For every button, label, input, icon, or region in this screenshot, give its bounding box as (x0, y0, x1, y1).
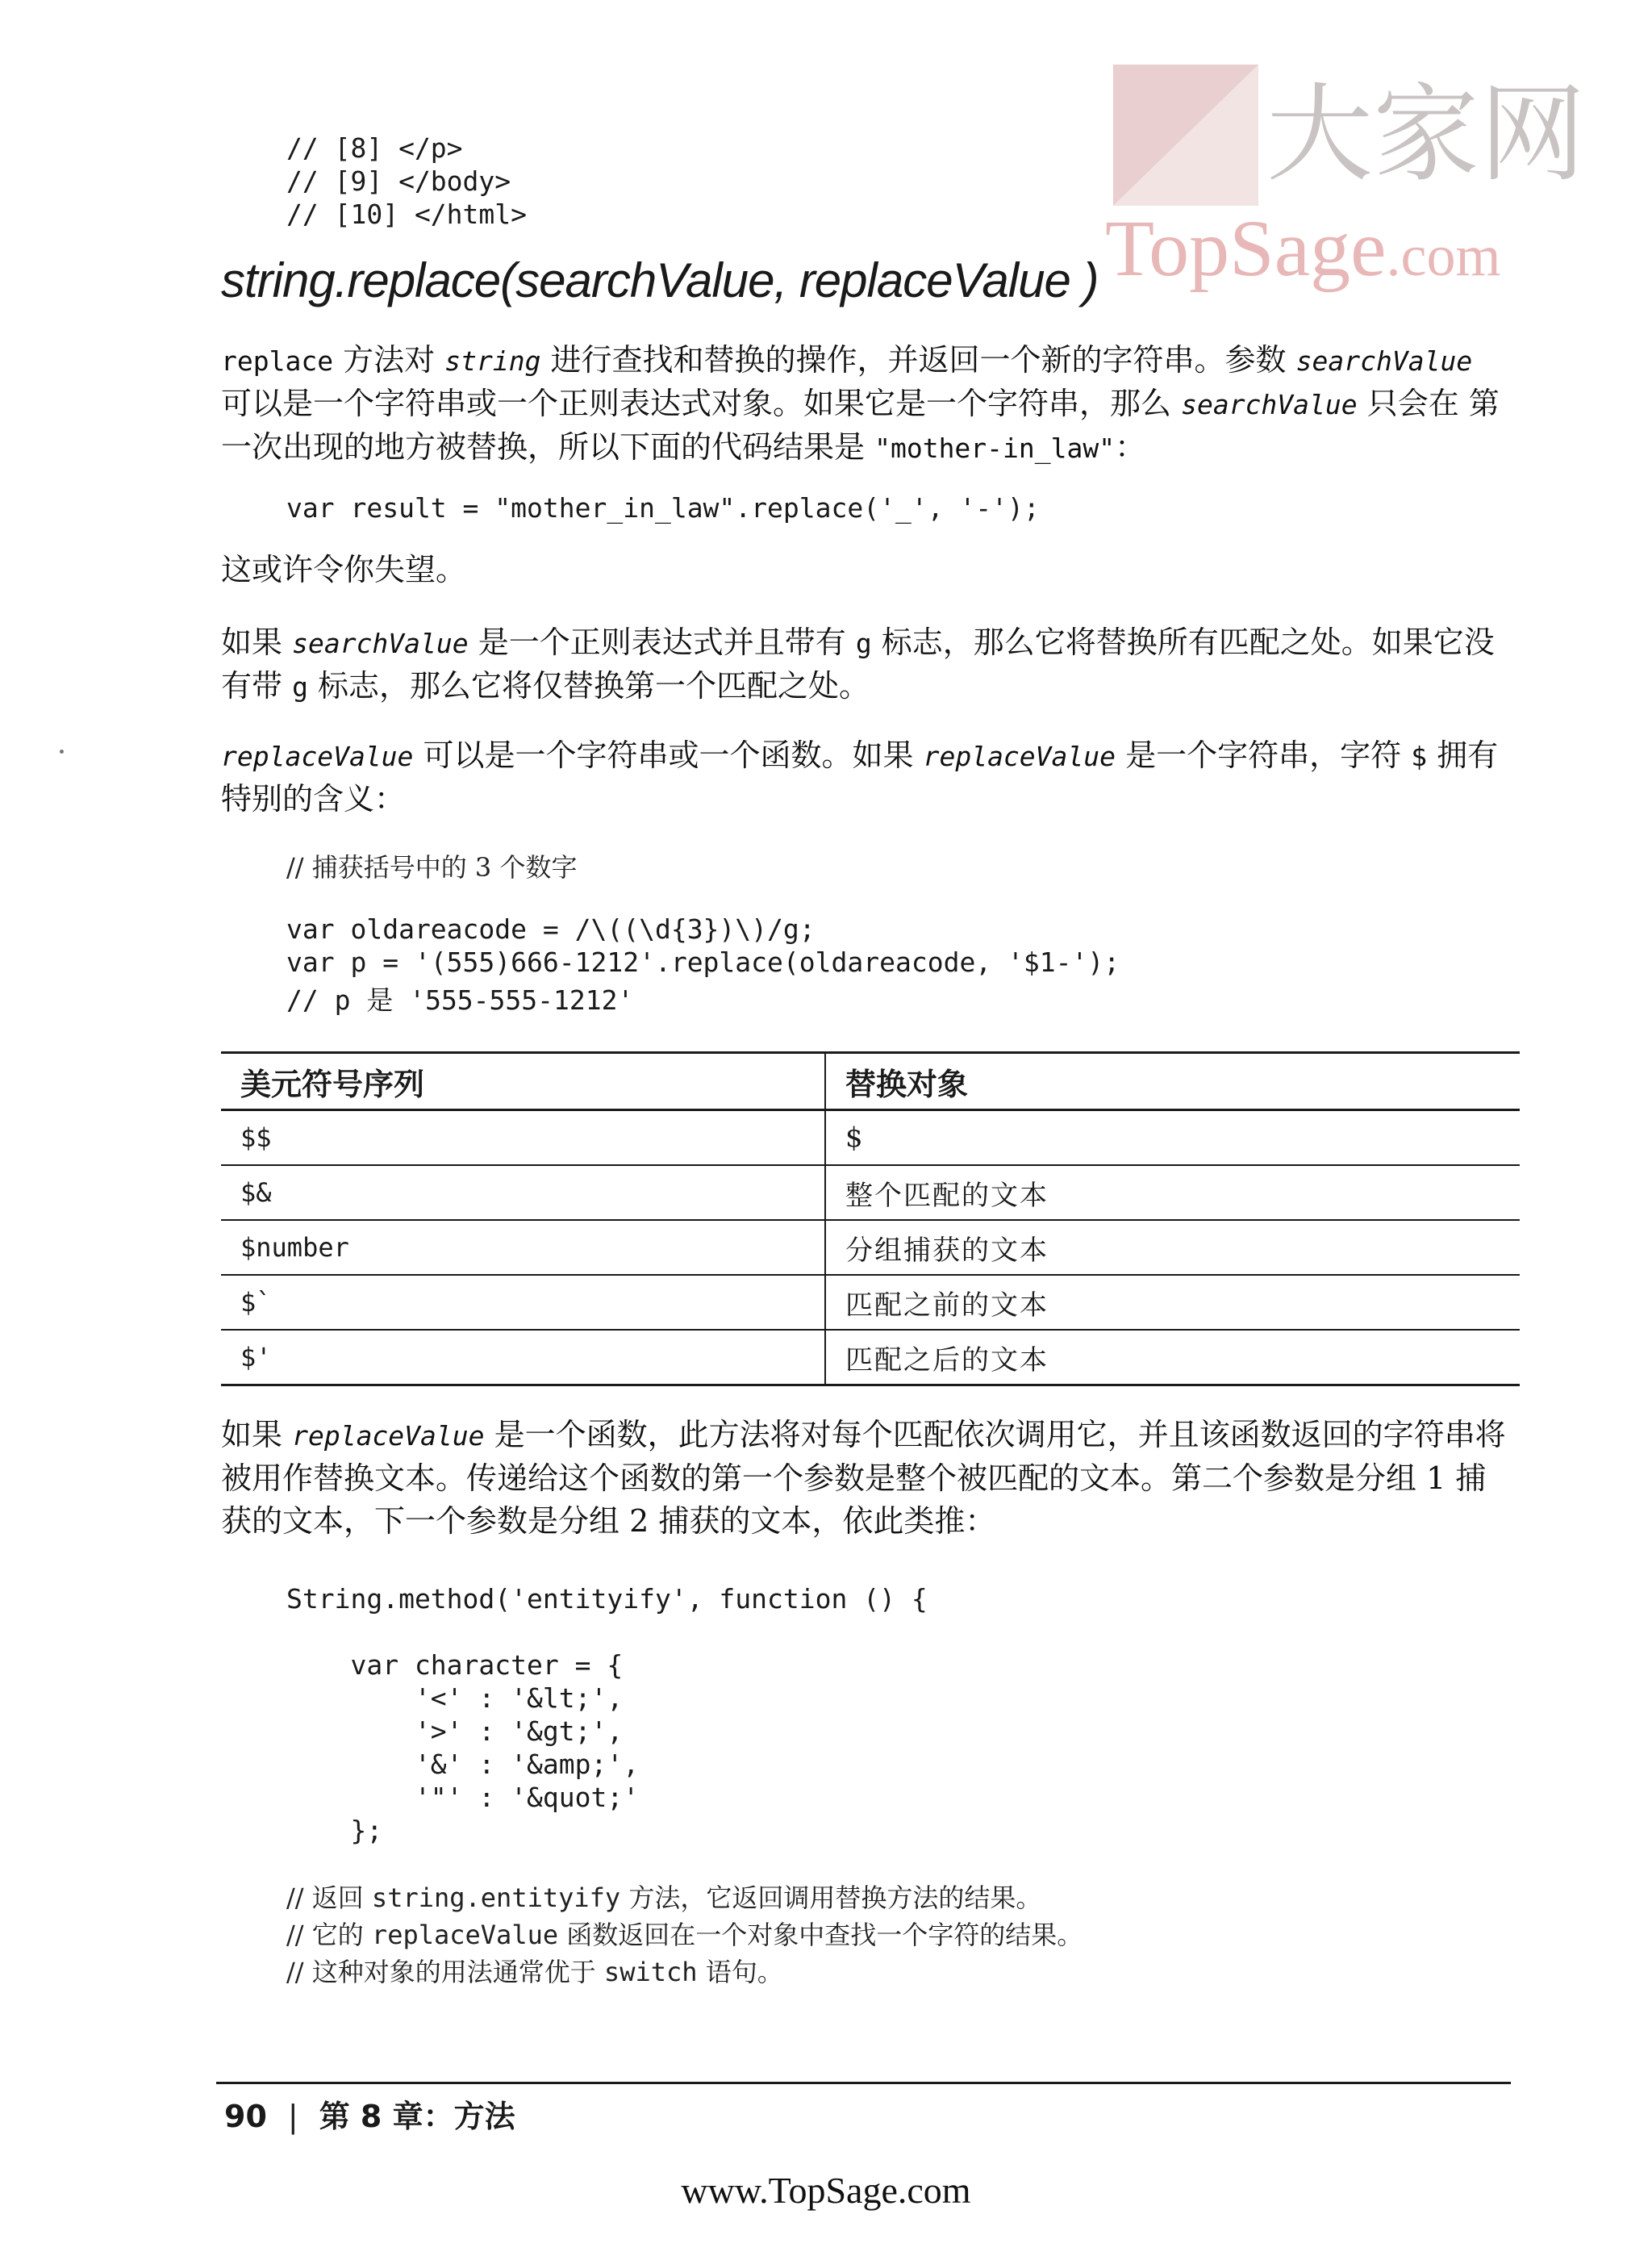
code-line-result: var result = "mother_in_law".replace('_', '-'); (286, 492, 1040, 524)
table-row (221, 1275, 1520, 1330)
topsage-logo-icon (1097, 32, 1274, 218)
site-url: www.TopSage.com (681, 2170, 971, 2211)
section-title: string.replace(searchValue, replaceValue ) (221, 253, 1099, 307)
code-line-replace: var p = '(555)666-1212'.replace(oldareacode, '$1-'); (286, 946, 1120, 978)
paragraph-global-flag (221, 621, 1512, 708)
table-cell-replacement: 分组捕获的文本 (825, 1220, 1520, 1275)
inline-code: replaceValue (292, 1420, 485, 1452)
text: // 它的 (286, 1920, 372, 1950)
code-line-quot: '"' : '&quot;' (286, 1782, 640, 1813)
scan-dot (60, 750, 64, 754)
paragraph-replace-value (221, 734, 1512, 821)
text: 是一个字符串，字符 (1116, 737, 1412, 773)
inline-code: replaceValue (371, 1920, 559, 1950)
paragraph-replace-intro (221, 339, 1512, 470)
inline-code: searchValue (1181, 389, 1358, 420)
code-line-lt: '<' : '&lt;', (286, 1682, 624, 1714)
text: 语句。 (697, 1957, 783, 1987)
paragraph-disappoint: 这或许令你失望。 (221, 552, 467, 587)
text: 只会在 第一次出现的地方被替换，所以下面的代码结果是 (221, 386, 1500, 465)
inline-code: g (855, 628, 872, 659)
table-cell-sequence: $number (221, 1220, 825, 1275)
inline-code: replaceValue (221, 741, 414, 772)
code-comment-line (286, 1952, 783, 1989)
text: 方法，它返回调用替换方法的结果。 (620, 1882, 1042, 1913)
topsage-watermark (1097, 32, 1597, 323)
code-line-method: String.method('entityify', function () { (286, 1583, 928, 1615)
inline-code: switch (603, 1957, 698, 1987)
text: 如果 (221, 625, 293, 660)
watermark-en-main: TopSage (1105, 203, 1387, 293)
inline-code: $ (1411, 741, 1428, 772)
inline-code: "mother-in_law" (874, 432, 1116, 464)
code-line-amp: '&' : '&amp;', (286, 1749, 640, 1780)
table-header-replacement: 替换对象 (825, 1053, 1520, 1110)
table-row (221, 1220, 1520, 1275)
dollar-sequence-table (221, 1051, 1520, 1386)
text: 如果 (221, 1417, 293, 1452)
code-line-oldareacode: var oldareacode = /\((\d{3})\)/g; (286, 913, 816, 945)
table-cell-sequence: $& (221, 1165, 825, 1220)
code-line-gt: '>' : '&gt;', (286, 1715, 624, 1747)
table-header-sequence: 美元符号序列 (221, 1053, 825, 1110)
inline-code: searchValue (292, 628, 469, 659)
inline-code: string.entityify (371, 1882, 621, 1913)
table-cell-replacement: 整个匹配的文本 (825, 1165, 1520, 1220)
code-line-top-3: // [10] </html> (286, 198, 528, 230)
table-cell-replacement: $ (825, 1110, 1520, 1166)
code-line-top-2: // [9] </body> (286, 165, 511, 197)
footer-rule (216, 2082, 1511, 2084)
table-row (221, 1110, 1520, 1166)
code-comment-line (286, 1915, 1083, 1952)
text: // 返回 (286, 1882, 372, 1913)
inline-code: replaceValue (923, 741, 1116, 772)
text: 标志，那么它将替换所有匹配之处。如果它没有带 (221, 625, 1495, 704)
text: ： (1115, 429, 1146, 465)
inline-code: searchValue (1295, 345, 1473, 377)
page-footer (224, 2091, 515, 2136)
text: 是一个函数，此方法将对每个匹配依次调用它，并且该函数返回的字符串将被用作替换文本。传递给这个函数的第一个参数是整个被匹配的文本。第二个参数是分组 1 捕获的文本，下一个参数是分组 2 捕获的文本，依此类推： (221, 1417, 1506, 1539)
table-header-row (221, 1053, 1520, 1110)
watermark-chinese: 大家网 (1266, 73, 1586, 197)
table-cell-replacement: 匹配之后的文本 (825, 1330, 1520, 1385)
text: 标志，那么它将仅替换第一个匹配之处。 (307, 668, 870, 704)
watermark-english (1105, 202, 1500, 295)
inline-code: string (444, 345, 541, 377)
text: // 这种对象的用法通常优于 (286, 1957, 604, 1987)
text: 可以是一个字符串或一个函数。如果 (413, 737, 924, 773)
text: 函数返回在一个对象中查找一个字符的结果。 (558, 1920, 1083, 1950)
page-number: 90 (224, 2099, 267, 2134)
text: 进行查找和替换的操作，并返回一个新的字符串。参数 (540, 342, 1296, 378)
table-cell-replacement: 匹配之前的文本 (825, 1275, 1520, 1330)
code-comment-capture: // 捕获括号中的 3 个数字 (286, 852, 578, 883)
code-line-close: }; (286, 1815, 383, 1846)
table-row (221, 1165, 1520, 1220)
chapter-title: 第 8 章：方法 (319, 2099, 515, 2134)
footer-separator: | (287, 2099, 298, 2134)
watermark-en-suffix: .com (1386, 224, 1501, 288)
table-cell-sequence: $` (221, 1275, 825, 1330)
paragraph-function-value (221, 1414, 1512, 1543)
code-line-p-comment: // p 是 '555-555-1212' (286, 984, 634, 1016)
table-row (221, 1330, 1520, 1385)
table-cell-sequence: $' (221, 1330, 825, 1385)
text: 方法对 (333, 342, 445, 378)
inline-code: g (292, 671, 308, 703)
code-line-top-1: // [8] </p> (286, 132, 463, 164)
code-comment-line (286, 1878, 1041, 1915)
table-cell-sequence: $$ (221, 1110, 825, 1166)
text: 可以是一个字符串或一个正则表达式对象。如果它是一个字符串，那么 (221, 386, 1182, 421)
code-line-var-character: var character = { (286, 1649, 624, 1681)
inline-code: replace (221, 345, 334, 377)
text: 拥有特别的含义： (221, 737, 1499, 817)
text: 是一个正则表达式并且带有 (468, 625, 856, 660)
